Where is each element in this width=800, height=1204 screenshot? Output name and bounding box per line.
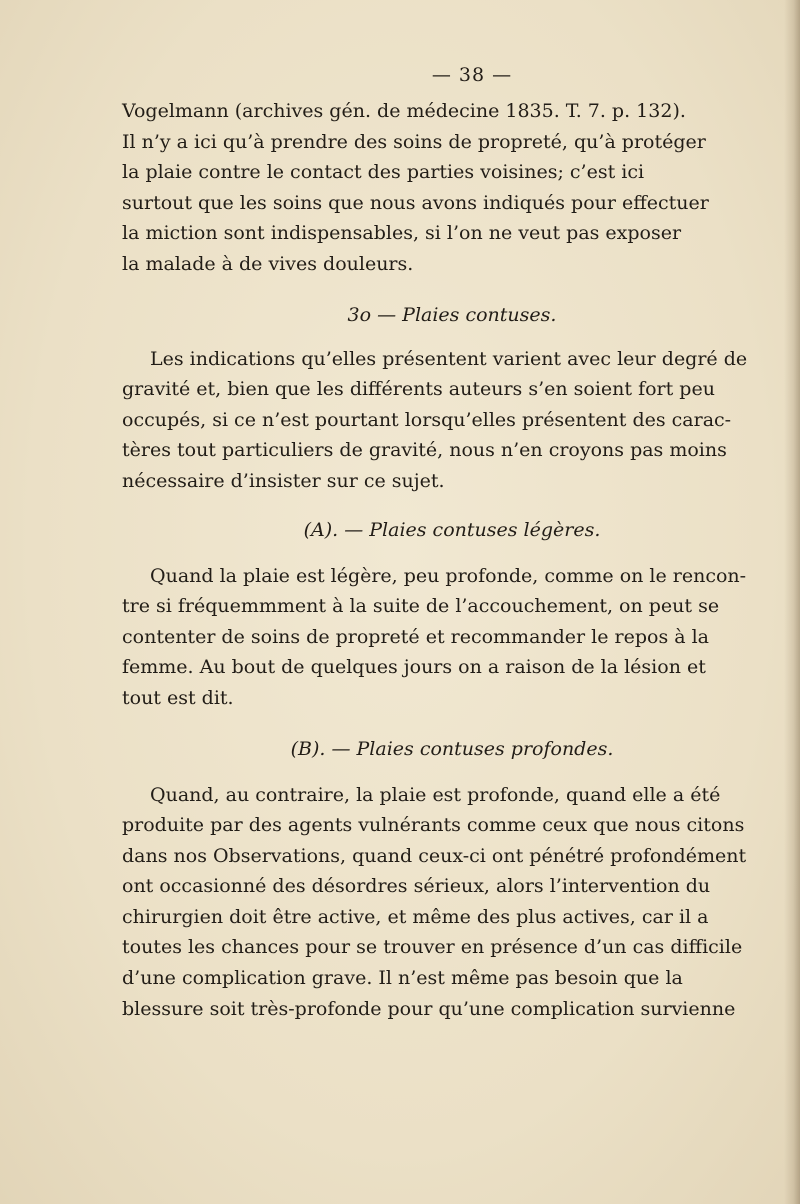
page-number: — 38 — — [431, 64, 513, 86]
text-line: blessure soit très-profonde pour qu’une complication survienne — [122, 997, 736, 1020]
text-line: femme. Au bout de quelques jours on a raison de la lésion et — [122, 656, 706, 679]
text-line: la miction sont indispensables, si l’on ne veut pas exposer — [122, 222, 682, 245]
text-line: Il n’y a ici qu’à prendre des soins de propreté, qu’à protéger — [122, 130, 706, 153]
subsection-b-paragraph — [122, 780, 782, 1025]
text-line: Vogelmann (archives gén. de médecine 1835. T. 7. p. 132). — [122, 100, 686, 122]
page-edge-shadow — [784, 0, 800, 1204]
text-line: Quand la plaie est légère, peu profonde, comme on le rencon- — [150, 564, 747, 587]
text-line: produite par des agents vulnérants comme ceux que nous citons — [122, 814, 745, 837]
text-line: tout est dit. — [122, 686, 234, 709]
text-line: tre si fréquemmment à la suite de l’accouchement, on peut se — [122, 595, 720, 618]
intro-paragraph — [122, 96, 782, 280]
text-line: chirurgien doit être active, et même des plus actives, car il a — [122, 905, 709, 928]
text-line: surtout que les soins que nous avons indiqués pour effectuer — [122, 191, 709, 214]
text-line: tères tout particuliers de gravité, nous n’en croyons pas moins — [122, 439, 727, 462]
text-line: nécessaire d’insister sur ce sujet. — [122, 469, 445, 492]
text-line: d’une complication grave. Il n’est même pas besoin que la — [122, 967, 683, 990]
section-heading-plaies-contuses: 3o — Plaies contuses. — [347, 303, 557, 326]
text-line: dans nos Observations, quand ceux-ci ont pénétré profondément — [122, 844, 747, 867]
section3-paragraph — [122, 344, 782, 497]
text-line: la malade à de vives douleurs. — [122, 252, 414, 275]
page-content — [122, 62, 782, 1024]
text-line: Les indications qu’elles présentent varient avec leur degré de — [150, 347, 748, 370]
subsection-heading-a: (A). — Plaies contuses légères. — [303, 518, 601, 541]
subsection-a-paragraph — [122, 561, 782, 714]
subsection-heading-b: (B). — Plaies contuses profondes. — [290, 737, 614, 760]
text-line: occupés, si ce n’est pourtant lorsqu’elles présentent des carac- — [122, 408, 732, 431]
text-line: la plaie contre le contact des parties voisines; c’est ici — [122, 161, 645, 184]
text-line: ont occasionné des désordres sérieux, alors l’intervention du — [122, 875, 711, 898]
text-line: contenter de soins de propreté et recommander le repos à la — [122, 625, 710, 648]
text-line: gravité et, bien que les différents auteurs s’en soient fort peu — [122, 378, 715, 401]
text-line: toutes les chances pour se trouver en présence d’un cas difficile — [122, 936, 743, 959]
text-line: Quand, au contraire, la plaie est profonde, quand elle a été — [150, 783, 721, 806]
